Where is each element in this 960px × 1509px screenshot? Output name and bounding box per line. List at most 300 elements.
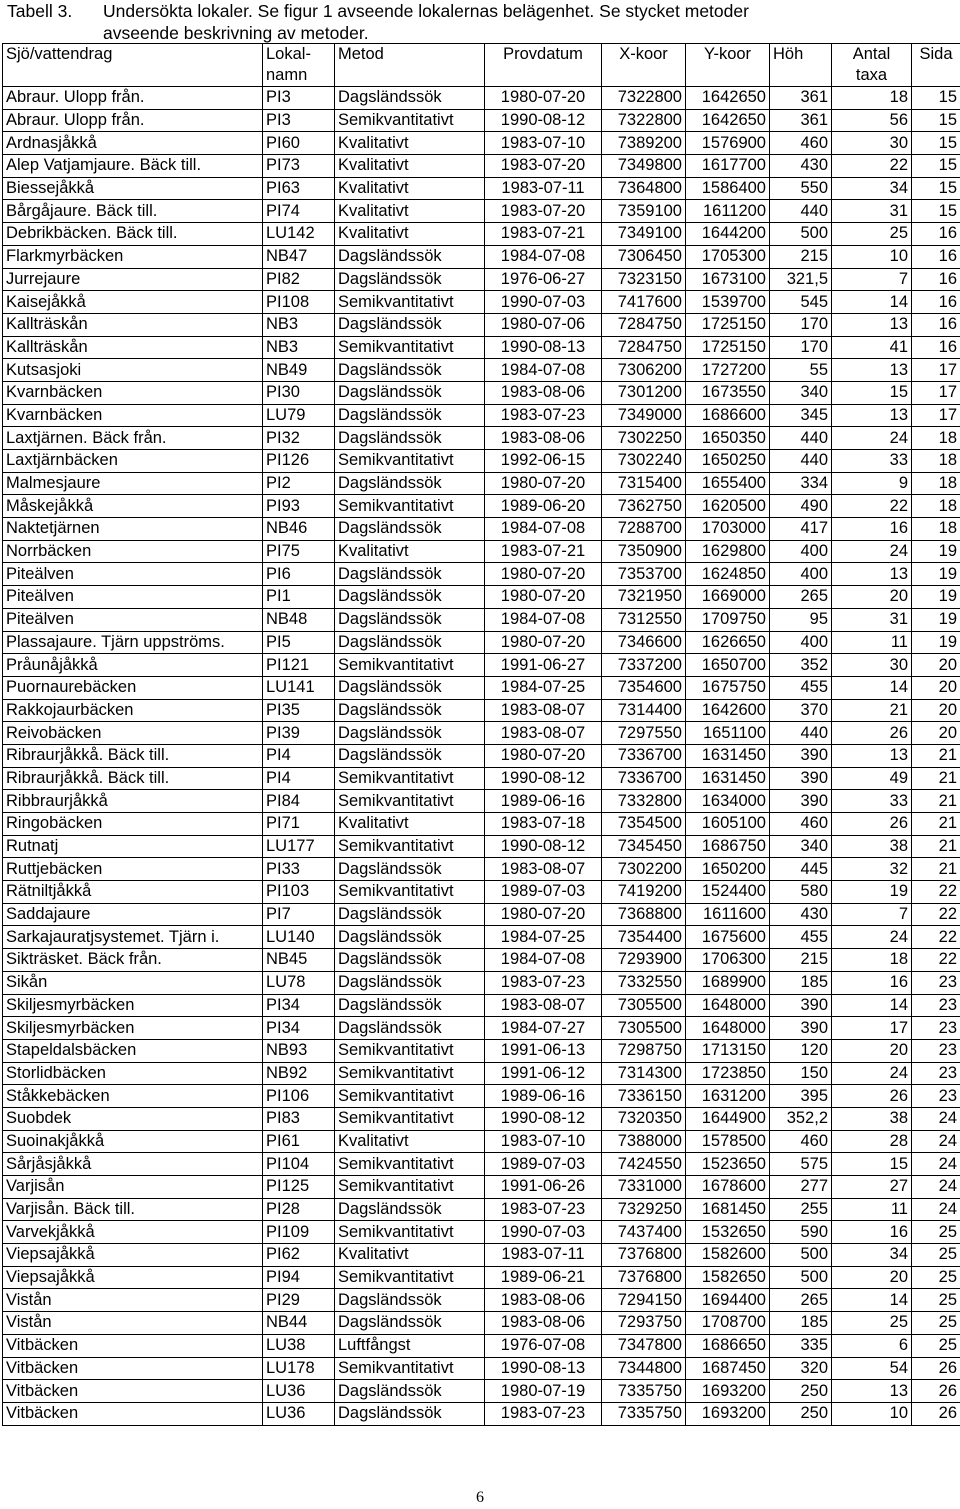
- cell-y-coord: 1576900: [686, 132, 770, 155]
- cell-page: 21: [912, 790, 960, 813]
- cell-date: 1976-07-08: [485, 1334, 602, 1357]
- cell-altitude: 55: [770, 359, 832, 382]
- cell-lake-stream: Sikträsket. Bäck från.: [3, 949, 263, 972]
- cell-date: 1991-06-13: [485, 1039, 602, 1062]
- cell-date: 1983-07-23: [485, 404, 602, 427]
- table-row: [3, 518, 960, 541]
- cell-page: 15: [912, 132, 960, 155]
- cell-x-coord: 7368800: [602, 903, 686, 926]
- cell-x-coord: 7336700: [602, 767, 686, 790]
- table-row: [3, 1402, 960, 1425]
- caption-text-line2: avseende beskrivning av metoder.: [103, 23, 369, 43]
- cell-page: 19: [912, 631, 960, 654]
- cell-x-coord: 7362750: [602, 495, 686, 518]
- cell-altitude: 550: [770, 177, 832, 200]
- cell-method: Semikvantitativt: [335, 450, 485, 473]
- cell-method: Kvalitativt: [335, 813, 485, 836]
- cell-taxa: 14: [832, 1289, 912, 1312]
- cell-date: 1983-07-10: [485, 1130, 602, 1153]
- cell-locality: PI30: [263, 381, 335, 404]
- cell-locality: NB46: [263, 518, 335, 541]
- cell-lake-stream: Skiljesmyrbäcken: [3, 1017, 263, 1040]
- cell-taxa: 7: [832, 903, 912, 926]
- cell-page: 20: [912, 654, 960, 677]
- cell-x-coord: 7323150: [602, 268, 686, 291]
- cell-date: 1983-07-11: [485, 177, 602, 200]
- cell-date: 1984-07-25: [485, 926, 602, 949]
- cell-method: Dagsländssök: [335, 87, 485, 110]
- cell-lake-stream: Suoinakjåkkå: [3, 1130, 263, 1153]
- cell-x-coord: 7389200: [602, 132, 686, 155]
- cell-y-coord: 1644200: [686, 223, 770, 246]
- cell-x-coord: 7364800: [602, 177, 686, 200]
- cell-page: 19: [912, 540, 960, 563]
- cell-locality: PI62: [263, 1244, 335, 1267]
- cell-date: 1983-07-18: [485, 813, 602, 836]
- cell-date: 1983-07-20: [485, 155, 602, 178]
- cell-page: 26: [912, 1402, 960, 1425]
- cell-lake-stream: Varjisån. Bäck till.: [3, 1198, 263, 1221]
- cell-date: 1990-07-03: [485, 1221, 602, 1244]
- cell-date: 1984-07-08: [485, 359, 602, 382]
- cell-x-coord: 7359100: [602, 200, 686, 223]
- cell-altitude: 455: [770, 926, 832, 949]
- cell-method: Dagsländssök: [335, 631, 485, 654]
- cell-y-coord: 1689900: [686, 971, 770, 994]
- cell-taxa: 56: [832, 109, 912, 132]
- table-row: [3, 336, 960, 359]
- cell-y-coord: 1673550: [686, 381, 770, 404]
- cell-lake-stream: Naktetjärnen: [3, 518, 263, 541]
- table-row: [3, 87, 960, 110]
- cell-date: 1983-07-10: [485, 132, 602, 155]
- cell-date: 1984-07-27: [485, 1017, 602, 1040]
- cell-taxa: 20: [832, 1039, 912, 1062]
- table-row: [3, 949, 960, 972]
- cell-locality: NB92: [263, 1062, 335, 1085]
- cell-lake-stream: Viepsajåkkå: [3, 1266, 263, 1289]
- cell-taxa: 31: [832, 200, 912, 223]
- cell-date: 1983-08-06: [485, 381, 602, 404]
- cell-altitude: 340: [770, 835, 832, 858]
- cell-locality: NB44: [263, 1312, 335, 1335]
- cell-locality: PI74: [263, 200, 335, 223]
- cell-lake-stream: Abraur. Ulopp från.: [3, 87, 263, 110]
- cell-altitude: 255: [770, 1198, 832, 1221]
- cell-date: 1983-07-11: [485, 1244, 602, 1267]
- cell-x-coord: 7376800: [602, 1244, 686, 1267]
- cell-method: Luftfångst: [335, 1334, 485, 1357]
- cell-date: 1984-07-08: [485, 245, 602, 268]
- table-row: [3, 1334, 960, 1357]
- cell-altitude: 390: [770, 1017, 832, 1040]
- col-header-taxa-count: Antal taxa: [832, 44, 912, 87]
- cell-page: 21: [912, 767, 960, 790]
- cell-lake-stream: Piteälven: [3, 563, 263, 586]
- cell-taxa: 26: [832, 722, 912, 745]
- cell-taxa: 24: [832, 926, 912, 949]
- cell-page: 22: [912, 949, 960, 972]
- cell-y-coord: 1725150: [686, 336, 770, 359]
- table-row: [3, 132, 960, 155]
- cell-date: 1983-07-23: [485, 1198, 602, 1221]
- cell-page: 21: [912, 813, 960, 836]
- cell-date: 1983-08-06: [485, 1312, 602, 1335]
- cell-method: Dagsländssök: [335, 359, 485, 382]
- cell-altitude: 352,2: [770, 1107, 832, 1130]
- cell-altitude: 390: [770, 994, 832, 1017]
- cell-lake-stream: Rakkojaurbäcken: [3, 699, 263, 722]
- cell-y-coord: 1678600: [686, 1176, 770, 1199]
- cell-taxa: 9: [832, 472, 912, 495]
- cell-page: 18: [912, 450, 960, 473]
- cell-locality: PI71: [263, 813, 335, 836]
- cell-y-coord: 1669000: [686, 586, 770, 609]
- table-row: [3, 1312, 960, 1335]
- cell-x-coord: 7335750: [602, 1380, 686, 1403]
- table-header-row: [3, 44, 960, 87]
- cell-taxa: 41: [832, 336, 912, 359]
- cell-x-coord: 7293900: [602, 949, 686, 972]
- cell-locality: PI33: [263, 858, 335, 881]
- cell-altitude: 277: [770, 1176, 832, 1199]
- cell-y-coord: 1634000: [686, 790, 770, 813]
- cell-lake-stream: Måskejåkkå: [3, 495, 263, 518]
- cell-taxa: 22: [832, 155, 912, 178]
- cell-locality: PI3: [263, 109, 335, 132]
- cell-date: 1990-08-12: [485, 835, 602, 858]
- cell-taxa: 24: [832, 1062, 912, 1085]
- cell-taxa: 16: [832, 1221, 912, 1244]
- cell-method: Dagsländssök: [335, 381, 485, 404]
- cell-locality: PI63: [263, 177, 335, 200]
- cell-taxa: 18: [832, 87, 912, 110]
- cell-lake-stream: Puornaurebäcken: [3, 676, 263, 699]
- cell-method: Semikvantitativt: [335, 1039, 485, 1062]
- cell-lake-stream: Ribbraurjåkkå: [3, 790, 263, 813]
- cell-locality: PI3: [263, 87, 335, 110]
- cell-x-coord: 7336150: [602, 1085, 686, 1108]
- cell-x-coord: 7293750: [602, 1312, 686, 1335]
- cell-altitude: 265: [770, 1289, 832, 1312]
- cell-method: Dagsländssök: [335, 744, 485, 767]
- table-row: [3, 971, 960, 994]
- cell-y-coord: 1642650: [686, 109, 770, 132]
- cell-taxa: 32: [832, 858, 912, 881]
- table-row: [3, 450, 960, 473]
- cell-method: Dagsländssök: [335, 586, 485, 609]
- cell-method: Semikvantitativt: [335, 109, 485, 132]
- cell-y-coord: 1611600: [686, 903, 770, 926]
- cell-lake-stream: Alep Vatjamjaure. Bäck till.: [3, 155, 263, 178]
- cell-page: 19: [912, 586, 960, 609]
- cell-taxa: 20: [832, 1266, 912, 1289]
- cell-x-coord: 7347800: [602, 1334, 686, 1357]
- cell-altitude: 440: [770, 427, 832, 450]
- cell-taxa: 25: [832, 1312, 912, 1335]
- cell-locality: PI29: [263, 1289, 335, 1312]
- cell-method: Kvalitativt: [335, 155, 485, 178]
- cell-x-coord: 7349100: [602, 223, 686, 246]
- cell-locality: PI4: [263, 767, 335, 790]
- cell-altitude: 215: [770, 949, 832, 972]
- cell-y-coord: 1624850: [686, 563, 770, 586]
- table-row: [3, 744, 960, 767]
- cell-date: 1983-07-23: [485, 1402, 602, 1425]
- cell-page: 19: [912, 563, 960, 586]
- cell-lake-stream: Vitbäcken: [3, 1357, 263, 1380]
- cell-method: Dagsländssök: [335, 608, 485, 631]
- cell-locality: LU141: [263, 676, 335, 699]
- cell-lake-stream: Ruttjebäcken: [3, 858, 263, 881]
- table-row: [3, 1357, 960, 1380]
- cell-lake-stream: Varvekjåkkå: [3, 1221, 263, 1244]
- table-row: [3, 313, 960, 336]
- cell-locality: LU36: [263, 1380, 335, 1403]
- cell-x-coord: 7306450: [602, 245, 686, 268]
- cell-taxa: 13: [832, 563, 912, 586]
- cell-taxa: 17: [832, 1017, 912, 1040]
- cell-locality: PI83: [263, 1107, 335, 1130]
- cell-method: Semikvantitativt: [335, 881, 485, 904]
- cell-lake-stream: Ringobäcken: [3, 813, 263, 836]
- table-row: [3, 1062, 960, 1085]
- table-row: [3, 245, 960, 268]
- cell-y-coord: 1578500: [686, 1130, 770, 1153]
- cell-locality: PI73: [263, 155, 335, 178]
- cell-method: Semikvantitativt: [335, 1107, 485, 1130]
- cell-y-coord: 1523650: [686, 1153, 770, 1176]
- cell-lake-stream: Storlidbäcken: [3, 1062, 263, 1085]
- cell-lake-stream: Abraur. Ulopp från.: [3, 109, 263, 132]
- cell-altitude: 250: [770, 1402, 832, 1425]
- cell-x-coord: 7301200: [602, 381, 686, 404]
- cell-taxa: 16: [832, 518, 912, 541]
- cell-locality: PI84: [263, 790, 335, 813]
- cell-date: 1990-08-13: [485, 1357, 602, 1380]
- cell-altitude: 215: [770, 245, 832, 268]
- cell-method: Dagsländssök: [335, 404, 485, 427]
- cell-taxa: 11: [832, 1198, 912, 1221]
- cell-method: Semikvantitativt: [335, 336, 485, 359]
- cell-lake-stream: Sårjåsjåkkå: [3, 1153, 263, 1176]
- localities-table: [2, 43, 960, 1426]
- cell-lake-stream: Kutsasjoki: [3, 359, 263, 382]
- cell-locality: NB3: [263, 313, 335, 336]
- cell-taxa: 11: [832, 631, 912, 654]
- cell-y-coord: 1673100: [686, 268, 770, 291]
- cell-lake-stream: Biessejåkkå: [3, 177, 263, 200]
- cell-date: 1980-07-20: [485, 586, 602, 609]
- cell-locality: NB45: [263, 949, 335, 972]
- table-row: [3, 1107, 960, 1130]
- cell-locality: NB49: [263, 359, 335, 382]
- cell-x-coord: 7424550: [602, 1153, 686, 1176]
- cell-y-coord: 1650700: [686, 654, 770, 677]
- cell-method: Kvalitativt: [335, 223, 485, 246]
- cell-altitude: 445: [770, 858, 832, 881]
- cell-method: Kvalitativt: [335, 1244, 485, 1267]
- cell-altitude: 335: [770, 1334, 832, 1357]
- cell-x-coord: 7336700: [602, 744, 686, 767]
- cell-altitude: 400: [770, 631, 832, 654]
- cell-y-coord: 1539700: [686, 291, 770, 314]
- cell-locality: LU79: [263, 404, 335, 427]
- cell-altitude: 170: [770, 313, 832, 336]
- cell-x-coord: 7345450: [602, 835, 686, 858]
- cell-altitude: 580: [770, 881, 832, 904]
- cell-altitude: 430: [770, 903, 832, 926]
- cell-locality: PI28: [263, 1198, 335, 1221]
- cell-lake-stream: Laxtjärnen. Bäck från.: [3, 427, 263, 450]
- cell-y-coord: 1648000: [686, 994, 770, 1017]
- cell-y-coord: 1650350: [686, 427, 770, 450]
- table-row: [3, 1289, 960, 1312]
- cell-y-coord: 1686650: [686, 1334, 770, 1357]
- cell-altitude: 370: [770, 699, 832, 722]
- cell-page: 23: [912, 1085, 960, 1108]
- cell-taxa: 24: [832, 427, 912, 450]
- cell-lake-stream: Ribraurjåkkå. Bäck till.: [3, 767, 263, 790]
- col-header-lake-stream: Sjö/vattendrag: [3, 44, 263, 87]
- cell-locality: PI7: [263, 903, 335, 926]
- table-row: [3, 790, 960, 813]
- cell-method: Semikvantitativt: [335, 790, 485, 813]
- cell-method: Dagsländssök: [335, 926, 485, 949]
- cell-page: 15: [912, 200, 960, 223]
- cell-taxa: 13: [832, 313, 912, 336]
- cell-lake-stream: Reivobäcken: [3, 722, 263, 745]
- cell-taxa: 38: [832, 835, 912, 858]
- cell-locality: PI121: [263, 654, 335, 677]
- table-row: [3, 155, 960, 178]
- cell-page: 17: [912, 359, 960, 382]
- cell-locality: PI109: [263, 1221, 335, 1244]
- cell-date: 1983-07-23: [485, 971, 602, 994]
- cell-x-coord: 7312550: [602, 608, 686, 631]
- cell-method: Dagsländssök: [335, 245, 485, 268]
- cell-altitude: 321,5: [770, 268, 832, 291]
- table-row: [3, 200, 960, 223]
- cell-lake-stream: Kallträskån: [3, 313, 263, 336]
- cell-page: 20: [912, 699, 960, 722]
- cell-method: Dagsländssök: [335, 994, 485, 1017]
- cell-lake-stream: Suobdek: [3, 1107, 263, 1130]
- cell-page: 20: [912, 676, 960, 699]
- cell-locality: PI106: [263, 1085, 335, 1108]
- table-row: [3, 767, 960, 790]
- cell-altitude: 400: [770, 540, 832, 563]
- cell-locality: PI1: [263, 586, 335, 609]
- col-header-x-coord: X-koor: [602, 44, 686, 87]
- cell-method: Dagsländssök: [335, 268, 485, 291]
- cell-page: 26: [912, 1380, 960, 1403]
- table-row: [3, 676, 960, 699]
- cell-method: Dagsländssök: [335, 858, 485, 881]
- cell-date: 1991-06-26: [485, 1176, 602, 1199]
- cell-date: 1989-06-16: [485, 790, 602, 813]
- cell-y-coord: 1644900: [686, 1107, 770, 1130]
- cell-page: 18: [912, 518, 960, 541]
- cell-x-coord: 7322800: [602, 109, 686, 132]
- cell-method: Dagsländssök: [335, 903, 485, 926]
- cell-lake-stream: Viepsajåkkå: [3, 1244, 263, 1267]
- table-row: [3, 654, 960, 677]
- cell-altitude: 334: [770, 472, 832, 495]
- cell-page: 23: [912, 994, 960, 1017]
- cell-altitude: 440: [770, 450, 832, 473]
- cell-method: Semikvantitativt: [335, 835, 485, 858]
- cell-taxa: 7: [832, 268, 912, 291]
- cell-x-coord: 7354500: [602, 813, 686, 836]
- cell-taxa: 14: [832, 676, 912, 699]
- cell-date: 1980-07-20: [485, 563, 602, 586]
- table-row: [3, 427, 960, 450]
- cell-lake-stream: Flarkmyrbäcken: [3, 245, 263, 268]
- cell-y-coord: 1686750: [686, 835, 770, 858]
- cell-method: Dagsländssök: [335, 971, 485, 994]
- cell-page: 24: [912, 1176, 960, 1199]
- cell-method: Dagsländssök: [335, 949, 485, 972]
- cell-y-coord: 1655400: [686, 472, 770, 495]
- cell-date: 1990-08-13: [485, 336, 602, 359]
- cell-page: 18: [912, 427, 960, 450]
- cell-page: 23: [912, 1039, 960, 1062]
- cell-page: 15: [912, 177, 960, 200]
- cell-x-coord: 7288700: [602, 518, 686, 541]
- cell-locality: NB48: [263, 608, 335, 631]
- cell-lake-stream: Kallträskån: [3, 336, 263, 359]
- cell-lake-stream: Piteälven: [3, 608, 263, 631]
- cell-lake-stream: Kvarnbäcken: [3, 404, 263, 427]
- cell-taxa: 24: [832, 540, 912, 563]
- cell-method: Dagsländssök: [335, 699, 485, 722]
- cell-method: Dagsländssök: [335, 1402, 485, 1425]
- table-row: [3, 858, 960, 881]
- table-row: [3, 631, 960, 654]
- cell-page: 22: [912, 881, 960, 904]
- table-row: [3, 699, 960, 722]
- cell-method: Dagsländssök: [335, 1289, 485, 1312]
- cell-lake-stream: Plassajaure. Tjärn uppströms.: [3, 631, 263, 654]
- cell-date: 1980-07-20: [485, 903, 602, 926]
- cell-method: Kvalitativt: [335, 200, 485, 223]
- cell-lake-stream: Rätniltjåkkå: [3, 881, 263, 904]
- cell-locality: PI61: [263, 1130, 335, 1153]
- cell-altitude: 395: [770, 1085, 832, 1108]
- cell-altitude: 460: [770, 813, 832, 836]
- table-row: [3, 1198, 960, 1221]
- cell-page: 18: [912, 495, 960, 518]
- cell-method: Dagsländssök: [335, 1017, 485, 1040]
- cell-y-coord: 1706300: [686, 949, 770, 972]
- table-row: [3, 835, 960, 858]
- cell-date: 1992-06-15: [485, 450, 602, 473]
- table-row: [3, 472, 960, 495]
- table-row: [3, 404, 960, 427]
- table-row: [3, 1130, 960, 1153]
- cell-x-coord: 7302200: [602, 858, 686, 881]
- cell-x-coord: 7322800: [602, 87, 686, 110]
- cell-date: 1991-06-27: [485, 654, 602, 677]
- cell-lake-stream: Jurrejaure: [3, 268, 263, 291]
- cell-locality: PI6: [263, 563, 335, 586]
- cell-taxa: 26: [832, 813, 912, 836]
- table-row: [3, 1244, 960, 1267]
- cell-locality: PI94: [263, 1266, 335, 1289]
- cell-x-coord: 7329250: [602, 1198, 686, 1221]
- cell-date: 1984-07-08: [485, 518, 602, 541]
